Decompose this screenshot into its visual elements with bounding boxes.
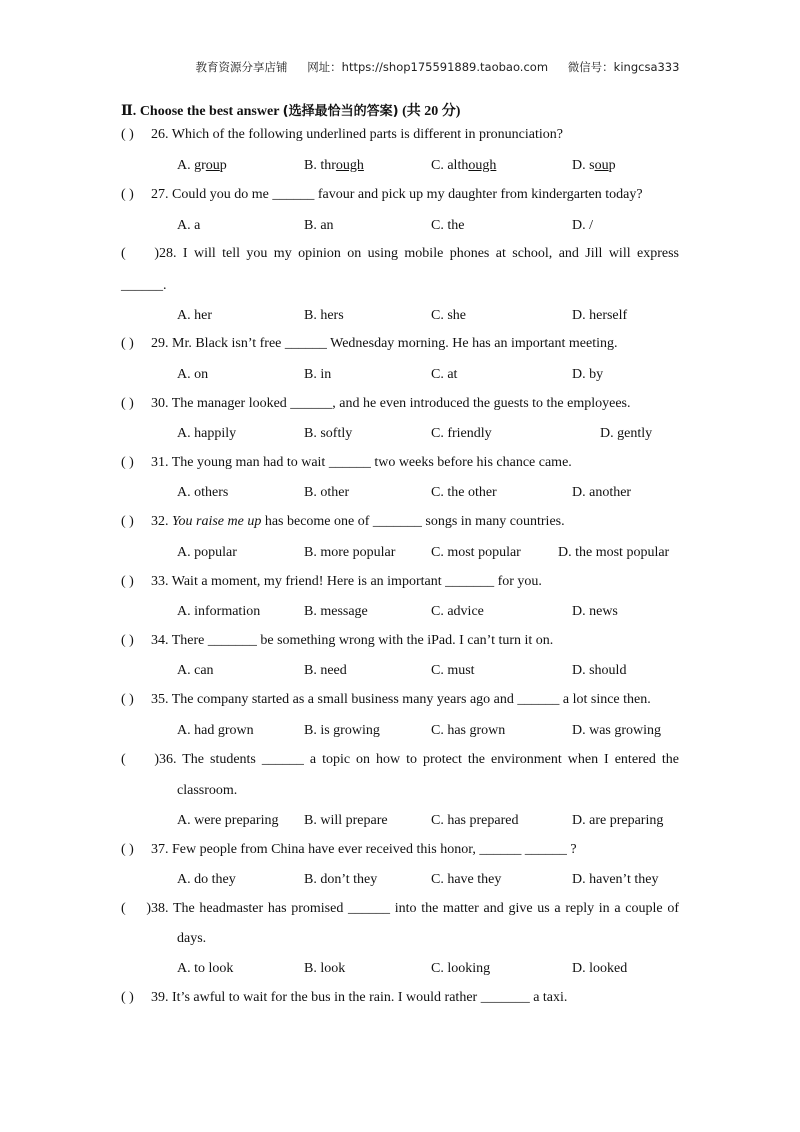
- option-c[interactable]: C. friendly: [431, 426, 492, 441]
- section-points: (共 20 分): [402, 104, 461, 119]
- question-26: [121, 127, 563, 143]
- answer-blank[interactable]: ( ): [121, 336, 134, 351]
- question-33: [121, 574, 542, 590]
- option-c[interactable]: C. advice: [431, 604, 484, 619]
- wechat-id: 微信号：kingcsa333: [567, 60, 680, 74]
- question-35: [121, 692, 651, 708]
- question-text: 39. It’s awful to wait for the bus in the rain. I would rather _______ a taxi.: [151, 990, 568, 1005]
- song-title: You raise me up: [172, 514, 262, 529]
- option-d[interactable]: D. are preparing: [572, 813, 664, 828]
- option-b[interactable]: B. is growing: [304, 723, 380, 738]
- question-text: 37. Few people from China have ever received this honor, ______ ______ ?: [151, 842, 577, 857]
- answer-blank[interactable]: ( ): [121, 574, 134, 589]
- section-roman: Ⅱ.: [121, 104, 137, 119]
- option-d[interactable]: D. soup: [572, 158, 616, 173]
- answer-blank[interactable]: ( ): [121, 396, 134, 411]
- option-a[interactable]: A. do they: [177, 872, 236, 887]
- section-title-text: Choose the best answer: [139, 104, 280, 119]
- answer-blank[interactable]: ( ): [121, 842, 134, 857]
- option-d[interactable]: D. news: [572, 604, 618, 619]
- question-text: 31. The young man had to wait ______ two weeks before his chance came.: [151, 455, 572, 470]
- answer-blank[interactable]: ( ): [121, 246, 159, 261]
- question-text: [151, 514, 565, 529]
- option-d[interactable]: D. gently: [600, 426, 653, 441]
- option-d[interactable]: D. /: [572, 218, 593, 233]
- question-text: 35. The company started as a small business many years ago and ______ a lot since then.: [151, 692, 651, 707]
- option-a[interactable]: A. a: [177, 218, 201, 233]
- answer-blank[interactable]: ( ): [121, 127, 134, 142]
- answer-blank[interactable]: ( ): [121, 692, 134, 707]
- question-text: 29. Mr. Black isn’t free ______ Wednesday morning. He has an important meeting.: [151, 336, 618, 351]
- option-b[interactable]: B. in: [304, 367, 332, 382]
- question-29: [121, 336, 617, 352]
- option-c[interactable]: C. has prepared: [431, 813, 519, 828]
- option-c[interactable]: C. she: [431, 308, 466, 323]
- option-d[interactable]: D. herself: [572, 308, 628, 323]
- option-b[interactable]: B. need: [304, 663, 347, 678]
- question-text: 36. The students ______ a topic on how to protect the environment when I entered the: [159, 752, 679, 767]
- option-b[interactable]: B. through: [304, 158, 364, 173]
- page-header: [0, 59, 800, 75]
- underlined-letters: ou: [205, 158, 220, 173]
- option-c[interactable]: C. has grown: [431, 723, 506, 738]
- option-a[interactable]: A. information: [177, 604, 261, 619]
- question-37: [121, 842, 577, 858]
- option-a[interactable]: A. had grown: [177, 723, 254, 738]
- option-a[interactable]: A. to look: [177, 961, 234, 976]
- option-d[interactable]: D. was growing: [572, 723, 662, 738]
- question-text-rest: has become one of _______ songs in many countries.: [261, 514, 565, 529]
- question-text: 33. Wait a moment, my friend! Here is an important _______ for you.: [151, 574, 542, 589]
- option-a[interactable]: A. others: [177, 485, 229, 500]
- question-38: [121, 901, 679, 917]
- option-b[interactable]: B. more popular: [304, 545, 396, 560]
- option-b[interactable]: B. will prepare: [304, 813, 388, 828]
- option-c[interactable]: C. have they: [431, 872, 502, 887]
- option-b[interactable]: B. message: [304, 604, 368, 619]
- question-continuation: classroom.: [177, 783, 238, 798]
- answer-blank[interactable]: ( ): [121, 514, 134, 529]
- option-c[interactable]: C. although: [431, 158, 497, 173]
- option-d[interactable]: D. haven’t they: [572, 872, 659, 887]
- question-text: 27. Could you do me ______ favour and pick up my daughter from kindergarten today?: [151, 187, 643, 202]
- question-text: 28. I will tell you my opinion on using mobile phones at school, and Jill will express: [159, 246, 679, 261]
- option-a[interactable]: A. her: [177, 308, 212, 323]
- question-30: [121, 396, 631, 412]
- option-c[interactable]: C. must: [431, 663, 475, 678]
- option-c[interactable]: C. at: [431, 367, 458, 382]
- question-continuation: ______.: [121, 278, 167, 293]
- section-title-cn: (选择最恰当的答案): [282, 104, 399, 119]
- option-b[interactable]: B. softly: [304, 426, 353, 441]
- shop-url: 网址：https://shop175591889.taobao.com: [307, 60, 549, 74]
- option-b[interactable]: B. an: [304, 218, 334, 233]
- underlined-letters: ough: [468, 158, 497, 173]
- option-b[interactable]: B. don’t they: [304, 872, 378, 887]
- option-d[interactable]: D. by: [572, 367, 604, 382]
- answer-blank[interactable]: ( ): [121, 901, 151, 916]
- answer-blank[interactable]: ( ): [121, 633, 134, 648]
- question-text: 38. The headmaster has promised ______ into the matter and give us a reply in a couple of: [151, 901, 679, 916]
- option-b[interactable]: B. look: [304, 961, 346, 976]
- option-a[interactable]: A. were preparing: [177, 813, 279, 828]
- option-a[interactable]: A. on: [177, 367, 209, 382]
- option-a[interactable]: A. can: [177, 663, 214, 678]
- underlined-letters: ough: [335, 158, 364, 173]
- question-27: [121, 187, 643, 203]
- answer-blank[interactable]: ( ): [121, 455, 134, 470]
- question-text: 30. The manager looked ______, and he even introduced the guests to the employees.: [151, 396, 631, 411]
- option-c[interactable]: C. most popular: [431, 545, 521, 560]
- option-d[interactable]: D. looked: [572, 961, 628, 976]
- answer-blank[interactable]: ( ): [121, 752, 159, 767]
- option-c[interactable]: C. the other: [431, 485, 497, 500]
- answer-blank[interactable]: ( ): [121, 187, 134, 202]
- question-28: [121, 246, 679, 262]
- option-a[interactable]: A. popular: [177, 545, 237, 560]
- question-continuation: days.: [177, 931, 207, 946]
- underlined-letters: ou: [594, 158, 609, 173]
- answer-blank[interactable]: ( ): [121, 990, 134, 1005]
- question-text: 26. Which of the following underlined parts is different in pronunciation?: [151, 127, 563, 142]
- question-36: [121, 752, 679, 768]
- option-b[interactable]: B. other: [304, 485, 350, 500]
- question-text: 34. There _______ be something wrong with the iPad. I can’t turn it on.: [151, 633, 554, 648]
- shop-name: 教育资源分享店铺: [195, 60, 288, 74]
- question-34: [121, 633, 553, 649]
- option-d[interactable]: D. the most popular: [558, 545, 670, 560]
- question-39: [121, 990, 567, 1006]
- question-31: [121, 455, 572, 471]
- section-title: [121, 100, 460, 120]
- option-d[interactable]: D. should: [572, 663, 627, 678]
- option-c[interactable]: C. the: [431, 218, 465, 233]
- option-c[interactable]: C. looking: [431, 961, 491, 976]
- question-32: [121, 514, 565, 530]
- option-b[interactable]: B. hers: [304, 308, 344, 323]
- option-a[interactable]: A. group: [177, 158, 227, 173]
- question-number: 32.: [151, 514, 172, 529]
- option-a[interactable]: A. happily: [177, 426, 237, 441]
- option-d[interactable]: D. another: [572, 485, 632, 500]
